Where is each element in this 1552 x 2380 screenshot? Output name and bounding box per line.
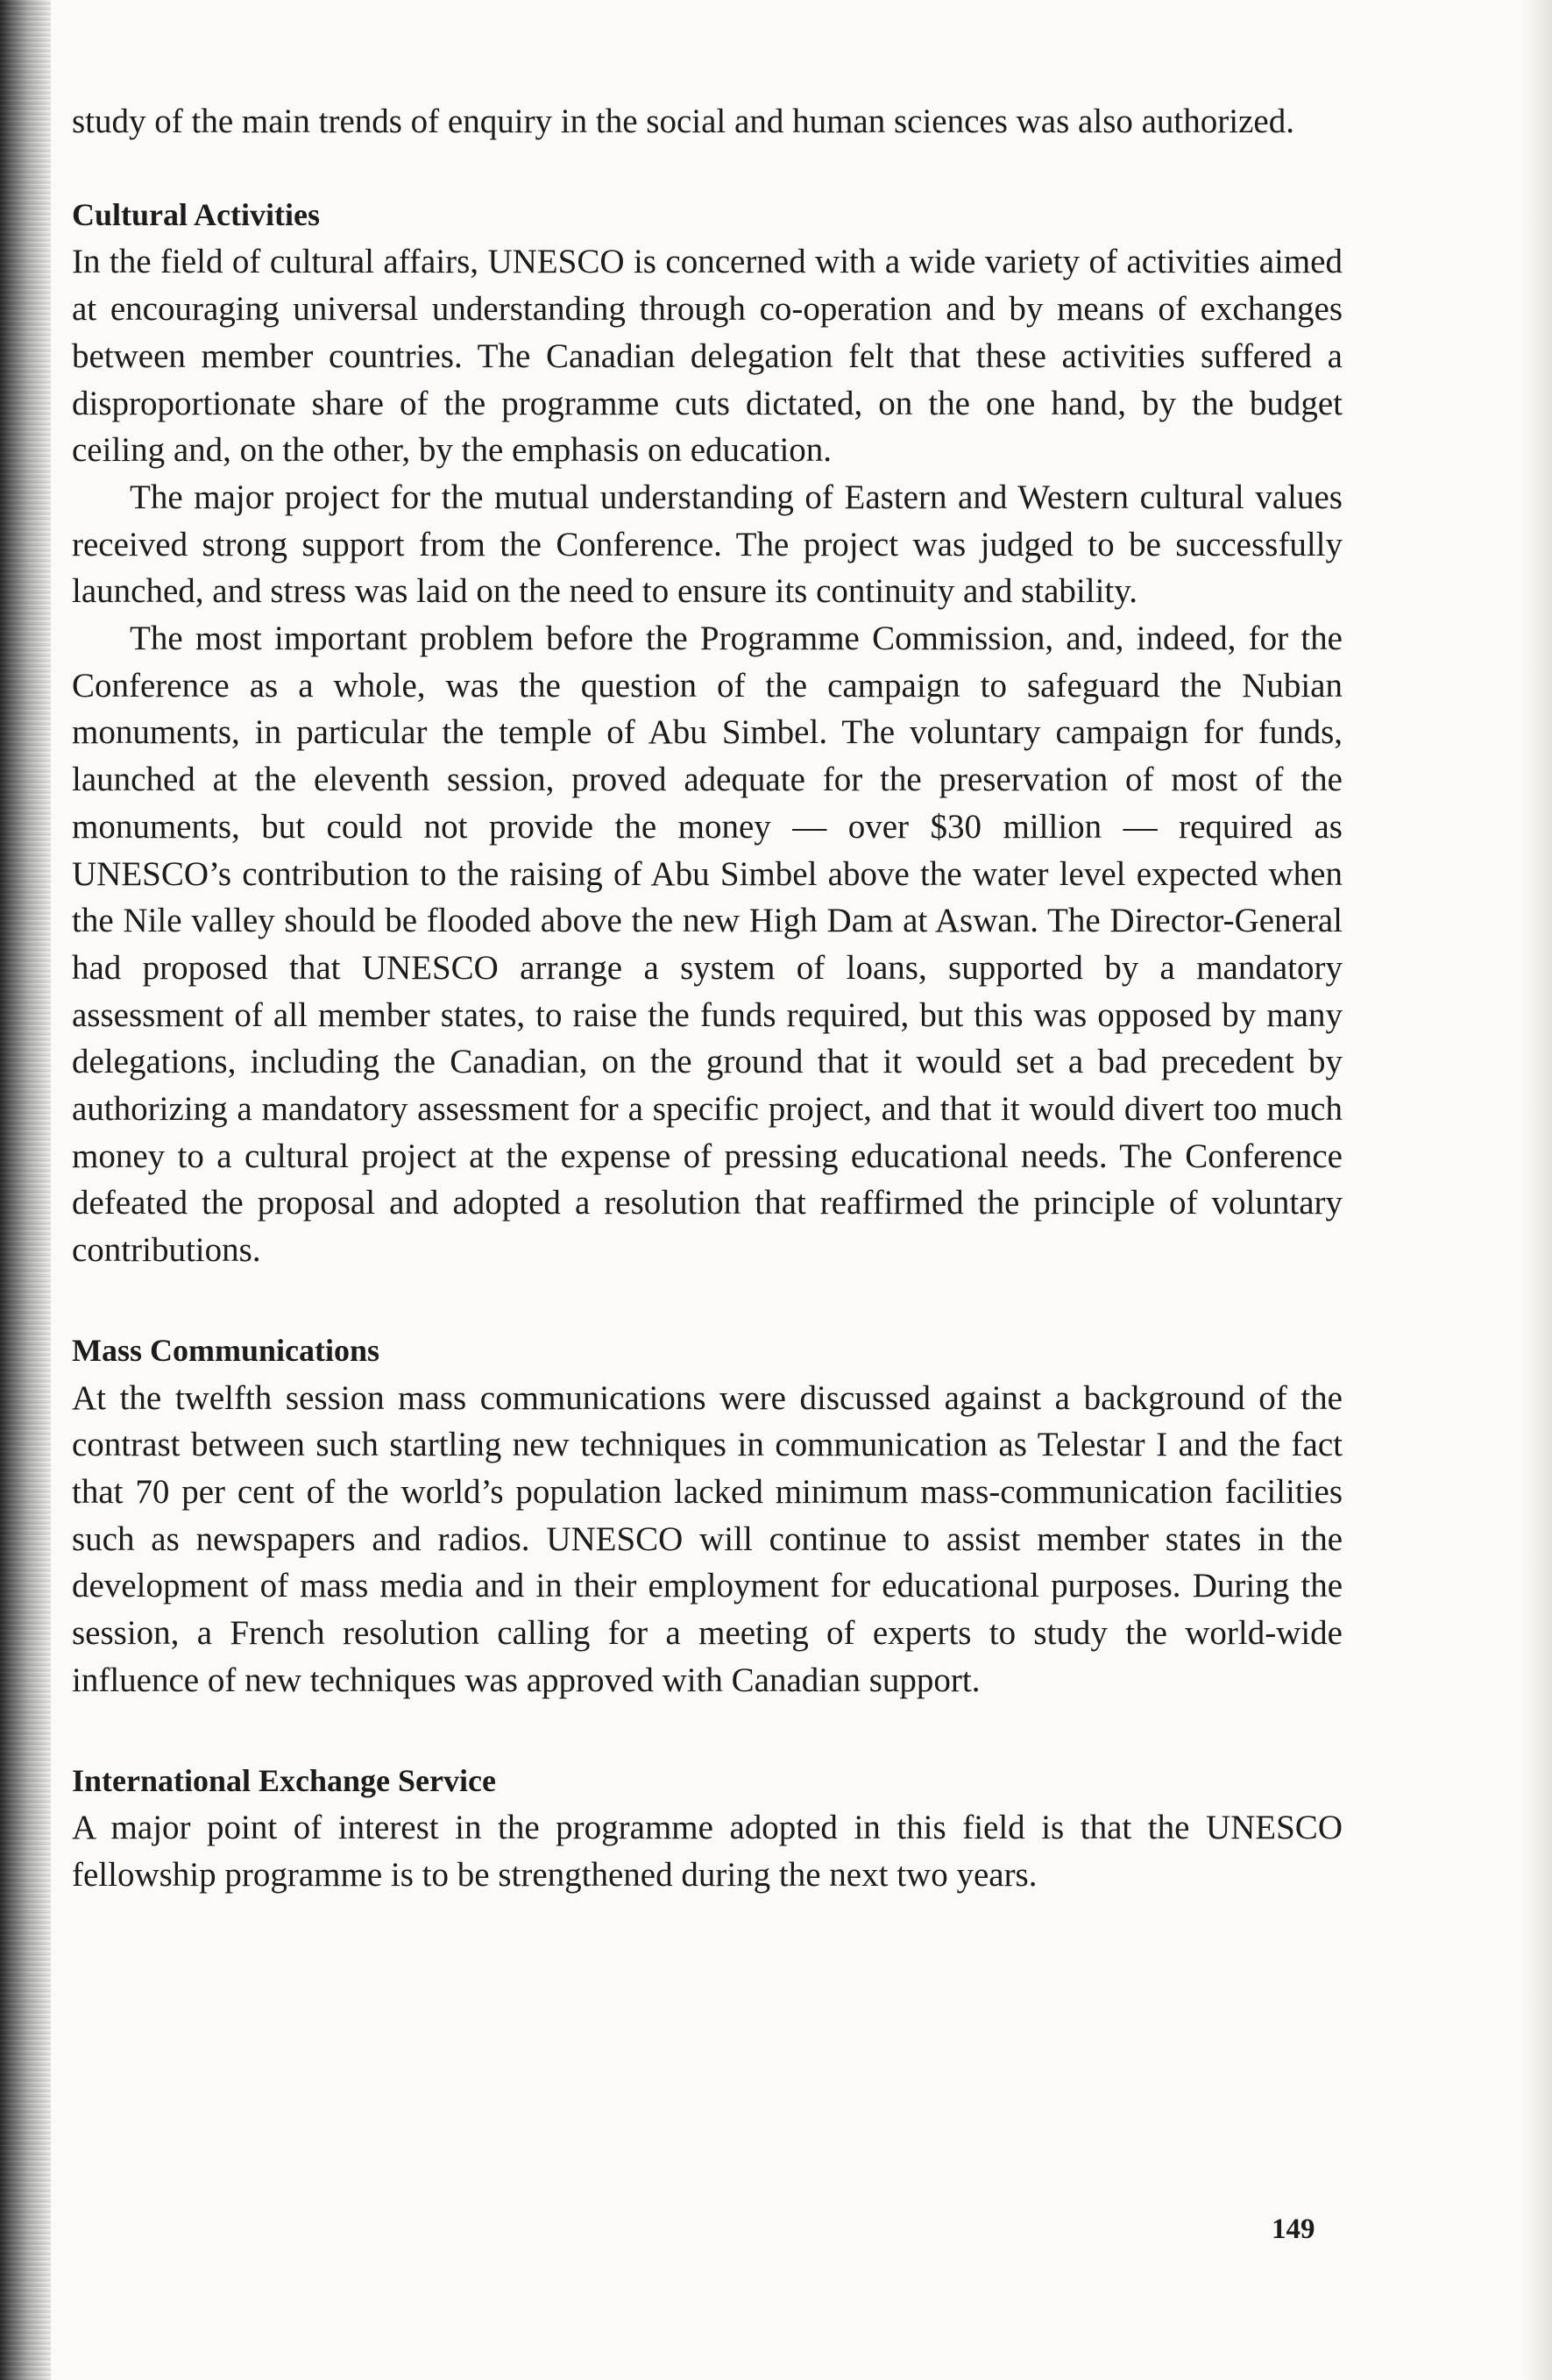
paragraph-eastern-western-values: The major project for the mutual understanding of Eastern and Western cultural values received strong support from the Conference. The project was judged to be successfully launched, and stress was laid on the need to ensure its continuity and stability. (72, 478, 1343, 611)
section-heading-cultural-activities: Cultural Activities (72, 196, 320, 232)
paragraph-cultural-affairs: In the field of cultural affairs, UNESCO is concerned with a wide variety of activities aimed at encouraging universal understanding through co-operation and by means of exchanges between member countries. The Canadian delegation felt that these activities suffered a disproportionate share of the programme cuts dictated, on the one hand, by the budget ceiling and, on the other, by the emphasis on education. (72, 243, 1343, 470)
section-cultural-activities (72, 192, 1343, 1274)
scanned-right-edge (1520, 0, 1552, 2380)
section-international-exchange-service (72, 1758, 1343, 1899)
section-heading-international-exchange-service: International Exchange Service (72, 1762, 496, 1798)
paragraph-fellowship-programme: A major point of interest in the programme adopted in this field is that the UNESCO fellowship programme is to be strengthened during the next two years. (72, 1809, 1343, 1894)
paragraph-nubian-monuments: The most important problem before the Programme Commission, and, indeed, for the Conference as a whole, was the question of the campaign to safeguard the Nubian monuments, in particular the temple of Abu Simbel. The voluntary campaign for funds, launched at the eleventh session, proved adequate for the preservation of most of the monuments, but could not provide the money — over $30 million — required as UNESCO’s contribution to the raising of Abu Simbel above the water level expected when the Nile valley should be flooded above the new High Dam at Aswan. The Director-General had proposed that UNESCO arrange a system of loans, supported by a mandatory assessment of all member states, to raise the funds required, but this was opposed by many delegations, including the Canadian, on the ground that it would set a bad precedent by authorizing a mandatory assessment for a specific project, and that it would divert too much money to a cultural project at the expense of pressing educational needs. The Conference defeated the proposal and adopted a resolution that reaffirmed the principle of voluntary contributions. (72, 620, 1343, 1270)
page-body (72, 98, 1343, 1899)
opening-paragraph: study of the main trends of enquiry in the social and human sciences was also authorized. (72, 103, 1294, 140)
page-number: 149 (1272, 2214, 1315, 2245)
section-mass-communications (72, 1328, 1343, 1704)
paragraph-mass-communications: At the twelfth session mass communications were discussed against a background of the contrast between such startling new techniques in communication as Telestar I and the fact that 70 per cent of the world’s population lacked minimum mass-communication facilities such as newspapers and radios. UNESCO will continue to assist member states in the development of mass media and in their employment for educational purposes. During the session, a French resolution calling for a meeting of experts to study the world-wide influence of new techniques was approved with Canadian support. (72, 1378, 1343, 1699)
scanned-binding-edge (0, 0, 51, 2380)
section-heading-mass-communications: Mass Communications (72, 1332, 380, 1368)
